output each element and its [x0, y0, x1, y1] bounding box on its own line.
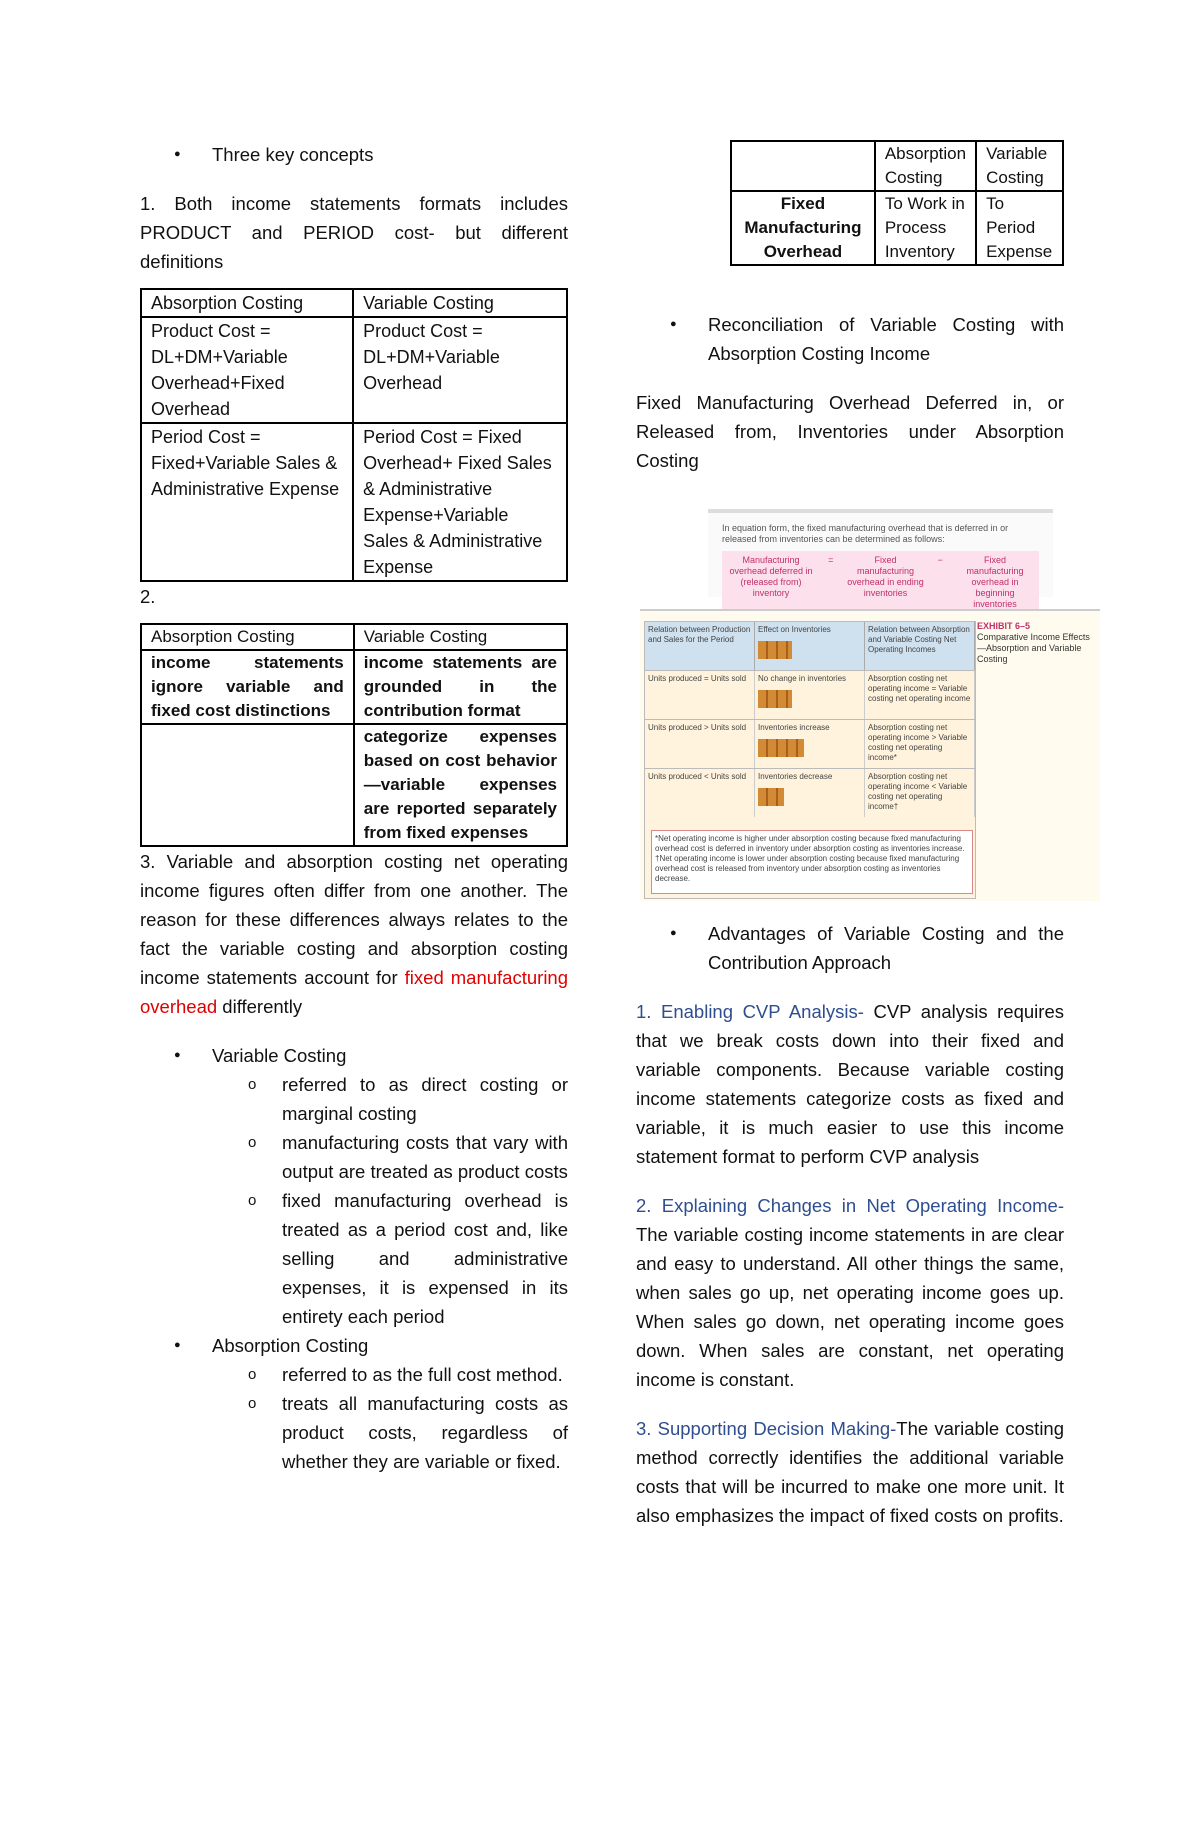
figure-header-cell — [755, 622, 865, 670]
table-row — [141, 724, 567, 846]
inventory-boxes-icon — [758, 788, 784, 806]
figure-footnote: *Net operating income is higher under absorption costing because fixed manufacturing overhead cost is deferred in inventory under absorption costing as inventories increase. †Net operating income is lower under absorption costing because fixed manufacturing overhead cost is released from inventory under absorption costing as inventories decrease. — [651, 830, 973, 894]
advantage-item — [636, 1414, 1064, 1530]
table-header-empty — [731, 141, 875, 191]
advantage-heading: 2. Explaining Changes in Net Operating Income- — [636, 1195, 1064, 1216]
table-cell: To Period Expense — [976, 191, 1063, 265]
exhibit-caption — [977, 621, 1092, 665]
advantage-item — [636, 997, 1064, 1171]
bullet-reconciliation: ● Reconciliation of Variable Costing with Absorption Costing Income — [636, 310, 1064, 368]
figure-cell: Absorption costing net operating income = Variable costing net operating income — [865, 671, 975, 719]
inventory-boxes-icon — [758, 739, 804, 757]
table-cell: To Work in Process Inventory — [875, 191, 976, 265]
list-item: o fixed manufacturing overhead is treated as a period cost and, like selling and administrative expenses, it is expensed in its entirety each period — [140, 1186, 568, 1331]
equation-operator: = — [828, 555, 834, 565]
table-header-variable: Variable Costing — [353, 289, 567, 317]
equation-term: Fixed manufacturing overhead in ending inventories — [847, 555, 924, 598]
exhibit-label: EXHIBIT 6–5 — [977, 621, 1031, 631]
point-2-text: 2. — [140, 586, 156, 607]
advantage-text: The variable costing income statements in are clear and easy to understand. All other things the same, when sales go up, net operating income goes up. When sales go down, net operating income goes down. When sales are constant, net operating income is constant. — [636, 1224, 1064, 1390]
table-header-variable: Variable Costing — [976, 141, 1063, 191]
advantage-item — [636, 1191, 1064, 1394]
table-row — [141, 650, 567, 724]
advantage-heading: 1. Enabling CVP Analysis- — [636, 1001, 864, 1022]
table-cell: Product Cost = DL+DM+Variable Overhead+Fixed Overhead — [141, 317, 353, 423]
table-row — [141, 423, 567, 581]
advantage-text: CVP analysis requires that we break costs down into their fixed and variable components. Because variable costing income statements categorize costs as fixed and variable, it is much easier to use this income statement format to perform CVP analysis — [636, 1001, 1064, 1167]
income-statement-table — [140, 623, 568, 847]
figure-header-cell: Relation between Absorption and Variable Costing Net Operating Incomes — [865, 622, 975, 670]
table-row-label: Fixed Manufacturing Overhead — [731, 191, 875, 265]
bullet-three-key-concepts: ● Three key concepts — [140, 140, 568, 169]
table-header-variable: Variable Costing — [354, 624, 567, 650]
table-header-absorption: Absorption Costing — [875, 141, 976, 191]
point-3-text — [140, 847, 568, 1021]
table-cell: income statements ignore variable and fixed cost distinctions — [141, 650, 354, 724]
advantage-heading: 3. Supporting Decision Making- — [636, 1418, 897, 1439]
bullet-absorption-costing: ● Absorption Costing — [140, 1331, 568, 1360]
figure-cell: Absorption costing net operating income > Variable costing net operating income* — [865, 720, 975, 768]
equation-term: Manufacturing overhead deferred in (released from) inventory — [729, 555, 813, 598]
figure-header-cell: Relation between Production and Sales for the Period — [645, 622, 755, 670]
right-column — [636, 140, 1090, 1530]
equation-intro: In equation form, the fixed manufacturing overhead that is deferred in or released from inventories can be determined as follows: — [722, 523, 1009, 544]
bullet-advantages: ● Advantages of Variable Costing and the Contribution Approach — [636, 919, 1064, 977]
list-item: o treats all manufacturing costs as product costs, regardless of whether they are variable or fixed. — [140, 1389, 568, 1476]
product-period-cost-table — [140, 288, 568, 582]
point-3-text-end: differently — [217, 996, 303, 1017]
table-cell: Product Cost = DL+DM+Variable Overhead — [353, 317, 567, 423]
equation-operator: − — [937, 555, 943, 565]
figure-table-row — [645, 719, 975, 768]
table-cell: categorize expenses based on cost behavior —variable expenses are reported separately from fixed expenses — [354, 724, 567, 846]
exhibit-title: Comparative Income Effects—Absorption and Variable Costing — [977, 632, 1090, 664]
deferred-overhead-equation-figure — [636, 509, 1064, 609]
figure-cell-text: Inventories increase — [758, 723, 830, 732]
inventory-boxes-icon — [758, 690, 792, 708]
figure-table-row — [645, 670, 975, 719]
table-header-absorption: Absorption Costing — [141, 624, 354, 650]
bullet-variable-costing: ● Variable Costing — [140, 1041, 568, 1070]
table-cell: Period Cost = Fixed+Variable Sales & Administrative Expense — [141, 423, 353, 581]
point-3-highlight: fixed manufacturing overhead — [140, 967, 569, 1017]
figure-table-row — [645, 768, 975, 817]
equation-term: Fixed manufacturing overhead in beginning inventories — [966, 555, 1024, 609]
table-header-row — [141, 624, 567, 650]
inventory-boxes-icon — [758, 641, 792, 659]
figure-cell: Units produced < Units sold — [645, 769, 755, 817]
advantage-text: The variable costing method correctly identifies the additional variable costs that will be incurred to make one more unit. It also emphasizes the impact of fixed costs on profits. — [636, 1418, 1065, 1526]
left-column — [140, 140, 568, 1476]
table-header-row — [731, 141, 1063, 191]
point-3-text-start: 3. Variable and absorption costing net operating income figures often differ from one another. The reason for these differences always relates to the fact the variable costing and absorption costing income statements account for — [140, 851, 568, 988]
comparative-income-effects-figure — [640, 609, 1100, 901]
table-header-row — [141, 289, 567, 317]
table-row — [141, 317, 567, 423]
figure-cell — [755, 720, 865, 768]
list-item: o referred to as the full cost method. — [140, 1360, 568, 1389]
figure-cell: Units produced > Units sold — [645, 720, 755, 768]
figure-cell-text: No change in inventories — [758, 674, 847, 683]
figure-cell — [755, 769, 865, 817]
table-cell — [141, 724, 354, 846]
figure-header-text: Effect on Inventories — [758, 625, 831, 634]
table-row — [731, 191, 1063, 265]
fixed-overhead-table — [730, 140, 1064, 266]
figure-table-header — [645, 622, 975, 670]
list-item: o manufacturing costs that vary with output are treated as product costs — [140, 1128, 568, 1186]
income-effects-table — [644, 621, 976, 899]
table-header-absorption: Absorption Costing — [141, 289, 353, 317]
figure-cell — [755, 671, 865, 719]
list-item: o referred to as direct costing or marginal costing — [140, 1070, 568, 1128]
table-cell: income statements are grounded in the contribution format — [354, 650, 567, 724]
figure-cell: Units produced = Units sold — [645, 671, 755, 719]
figure-cell: Absorption costing net operating income < Variable costing net operating income† — [865, 769, 975, 817]
equation-box — [708, 509, 1053, 609]
figure-cell-text: Inventories decrease — [758, 772, 833, 781]
equation-formula — [722, 551, 1039, 614]
fixed-overhead-deferred-text: Fixed Manufacturing Overhead Deferred in, or Released from, Inventories under Absorption Costing — [636, 392, 1064, 471]
point-1-text: 1. Both income statements formats includes PRODUCT and PERIOD cost- but different definitions — [140, 193, 568, 272]
table-cell: Period Cost = Fixed Overhead+ Fixed Sales & Administrative Expense+Variable Sales & Administrative Expense — [353, 423, 567, 581]
